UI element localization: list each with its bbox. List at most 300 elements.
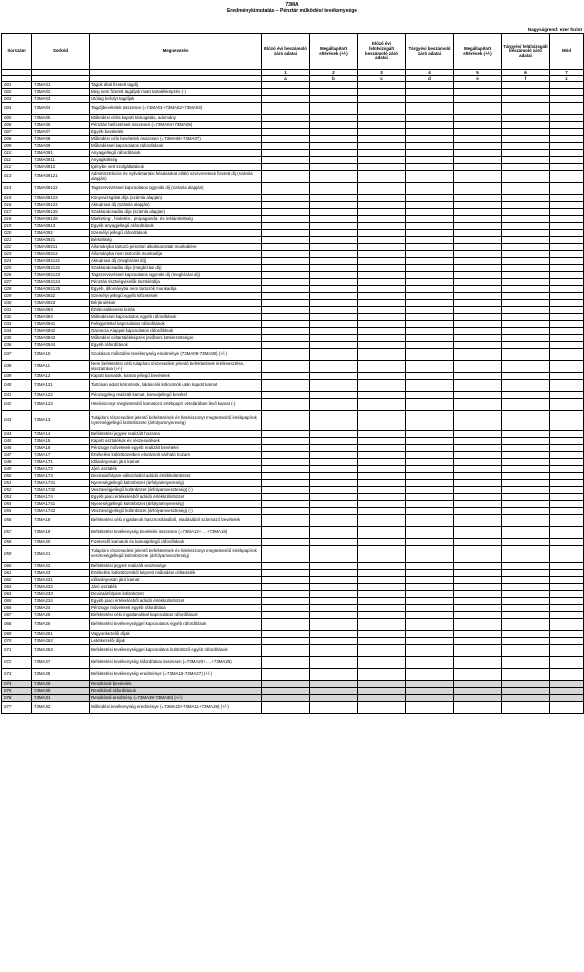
value-cell[interactable] xyxy=(502,584,550,591)
value-cell[interactable] xyxy=(310,115,358,122)
value-cell[interactable] xyxy=(310,136,358,143)
value-cell[interactable] xyxy=(502,349,550,361)
value-cell[interactable] xyxy=(502,164,550,171)
value-cell[interactable] xyxy=(406,591,454,598)
value-cell[interactable] xyxy=(310,527,358,539)
value-cell[interactable] xyxy=(262,645,310,657)
value-cell[interactable] xyxy=(406,96,454,103)
value-cell[interactable] xyxy=(262,251,310,258)
value-cell[interactable] xyxy=(358,230,406,237)
value-cell[interactable] xyxy=(310,129,358,136)
value-cell[interactable] xyxy=(406,466,454,473)
value-cell[interactable] xyxy=(454,577,502,584)
value-cell[interactable] xyxy=(358,480,406,487)
value-cell[interactable] xyxy=(310,230,358,237)
value-cell[interactable] xyxy=(454,349,502,361)
value-cell[interactable] xyxy=(454,546,502,563)
value-cell[interactable] xyxy=(262,373,310,380)
value-cell[interactable] xyxy=(502,527,550,539)
value-cell[interactable] xyxy=(454,605,502,612)
value-cell[interactable] xyxy=(262,103,310,115)
value-cell[interactable] xyxy=(406,265,454,272)
value-cell[interactable] xyxy=(310,122,358,129)
value-cell[interactable] xyxy=(310,657,358,669)
value-cell[interactable] xyxy=(406,258,454,265)
value-cell[interactable] xyxy=(406,157,454,164)
value-cell[interactable] xyxy=(358,209,406,216)
value-cell[interactable] xyxy=(310,431,358,438)
value-cell[interactable] xyxy=(262,150,310,157)
value-cell[interactable] xyxy=(406,480,454,487)
value-cell[interactable] xyxy=(310,349,358,361)
value-cell[interactable] xyxy=(406,328,454,335)
value-cell[interactable] xyxy=(550,373,584,380)
value-cell[interactable] xyxy=(262,314,310,321)
value-cell[interactable] xyxy=(310,279,358,286)
value-cell[interactable] xyxy=(406,688,454,695)
value-cell[interactable] xyxy=(502,157,550,164)
value-cell[interactable] xyxy=(406,438,454,445)
value-cell[interactable] xyxy=(550,702,584,714)
value-cell[interactable] xyxy=(502,230,550,237)
value-cell[interactable] xyxy=(550,411,584,431)
value-cell[interactable] xyxy=(262,307,310,314)
value-cell[interactable] xyxy=(502,702,550,714)
value-cell[interactable] xyxy=(502,501,550,508)
value-cell[interactable] xyxy=(454,494,502,501)
value-cell[interactable] xyxy=(502,279,550,286)
value-cell[interactable] xyxy=(262,501,310,508)
value-cell[interactable] xyxy=(454,251,502,258)
value-cell[interactable] xyxy=(262,570,310,577)
value-cell[interactable] xyxy=(358,494,406,501)
value-cell[interactable] xyxy=(262,591,310,598)
value-cell[interactable] xyxy=(406,293,454,300)
value-cell[interactable] xyxy=(502,515,550,527)
value-cell[interactable] xyxy=(550,216,584,223)
value-cell[interactable] xyxy=(406,115,454,122)
value-cell[interactable] xyxy=(310,82,358,89)
value-cell[interactable] xyxy=(310,223,358,230)
value-cell[interactable] xyxy=(502,115,550,122)
value-cell[interactable] xyxy=(262,265,310,272)
value-cell[interactable] xyxy=(502,473,550,480)
value-cell[interactable] xyxy=(262,619,310,631)
value-cell[interactable] xyxy=(550,237,584,244)
value-cell[interactable] xyxy=(262,577,310,584)
value-cell[interactable] xyxy=(502,342,550,349)
value-cell[interactable] xyxy=(310,150,358,157)
value-cell[interactable] xyxy=(358,445,406,452)
value-cell[interactable] xyxy=(454,293,502,300)
value-cell[interactable] xyxy=(406,631,454,638)
value-cell[interactable] xyxy=(454,466,502,473)
value-cell[interactable] xyxy=(502,122,550,129)
value-cell[interactable] xyxy=(310,612,358,619)
value-cell[interactable] xyxy=(406,577,454,584)
value-cell[interactable] xyxy=(358,570,406,577)
value-cell[interactable] xyxy=(358,216,406,223)
value-cell[interactable] xyxy=(406,244,454,251)
value-cell[interactable] xyxy=(358,300,406,307)
value-cell[interactable] xyxy=(358,286,406,293)
value-cell[interactable] xyxy=(310,300,358,307)
value-cell[interactable] xyxy=(550,183,584,195)
value-cell[interactable] xyxy=(358,361,406,373)
value-cell[interactable] xyxy=(550,494,584,501)
value-cell[interactable] xyxy=(310,237,358,244)
value-cell[interactable] xyxy=(358,150,406,157)
value-cell[interactable] xyxy=(454,171,502,183)
value-cell[interactable] xyxy=(454,373,502,380)
value-cell[interactable] xyxy=(406,103,454,115)
value-cell[interactable] xyxy=(502,272,550,279)
value-cell[interactable] xyxy=(262,605,310,612)
value-cell[interactable] xyxy=(310,328,358,335)
value-cell[interactable] xyxy=(358,473,406,480)
value-cell[interactable] xyxy=(406,349,454,361)
value-cell[interactable] xyxy=(550,122,584,129)
value-cell[interactable] xyxy=(454,183,502,195)
value-cell[interactable] xyxy=(550,202,584,209)
value-cell[interactable] xyxy=(406,380,454,392)
value-cell[interactable] xyxy=(406,657,454,669)
value-cell[interactable] xyxy=(502,487,550,494)
value-cell[interactable] xyxy=(406,527,454,539)
value-cell[interactable] xyxy=(454,265,502,272)
value-cell[interactable] xyxy=(502,480,550,487)
value-cell[interactable] xyxy=(262,515,310,527)
value-cell[interactable] xyxy=(454,631,502,638)
value-cell[interactable] xyxy=(502,494,550,501)
value-cell[interactable] xyxy=(454,645,502,657)
value-cell[interactable] xyxy=(550,695,584,702)
value-cell[interactable] xyxy=(358,115,406,122)
value-cell[interactable] xyxy=(454,702,502,714)
value-cell[interactable] xyxy=(550,688,584,695)
value-cell[interactable] xyxy=(406,494,454,501)
value-cell[interactable] xyxy=(358,598,406,605)
value-cell[interactable] xyxy=(406,605,454,612)
value-cell[interactable] xyxy=(502,237,550,244)
value-cell[interactable] xyxy=(502,136,550,143)
value-cell[interactable] xyxy=(310,399,358,411)
value-cell[interactable] xyxy=(310,515,358,527)
value-cell[interactable] xyxy=(310,171,358,183)
value-cell[interactable] xyxy=(502,508,550,515)
value-cell[interactable] xyxy=(550,539,584,546)
value-cell[interactable] xyxy=(262,380,310,392)
value-cell[interactable] xyxy=(262,216,310,223)
value-cell[interactable] xyxy=(550,349,584,361)
value-cell[interactable] xyxy=(550,584,584,591)
value-cell[interactable] xyxy=(550,508,584,515)
value-cell[interactable] xyxy=(358,171,406,183)
value-cell[interactable] xyxy=(550,527,584,539)
value-cell[interactable] xyxy=(550,251,584,258)
value-cell[interactable] xyxy=(550,657,584,669)
value-cell[interactable] xyxy=(310,669,358,681)
value-cell[interactable] xyxy=(310,380,358,392)
value-cell[interactable] xyxy=(358,279,406,286)
value-cell[interactable] xyxy=(406,539,454,546)
value-cell[interactable] xyxy=(550,223,584,230)
value-cell[interactable] xyxy=(358,342,406,349)
value-cell[interactable] xyxy=(454,638,502,645)
value-cell[interactable] xyxy=(358,605,406,612)
value-cell[interactable] xyxy=(454,129,502,136)
value-cell[interactable] xyxy=(310,392,358,399)
value-cell[interactable] xyxy=(550,431,584,438)
value-cell[interactable] xyxy=(262,563,310,570)
value-cell[interactable] xyxy=(454,570,502,577)
value-cell[interactable] xyxy=(502,150,550,157)
value-cell[interactable] xyxy=(550,361,584,373)
value-cell[interactable] xyxy=(358,645,406,657)
value-cell[interactable] xyxy=(262,335,310,342)
value-cell[interactable] xyxy=(262,321,310,328)
value-cell[interactable] xyxy=(550,209,584,216)
value-cell[interactable] xyxy=(550,459,584,466)
value-cell[interactable] xyxy=(454,438,502,445)
value-cell[interactable] xyxy=(454,286,502,293)
value-cell[interactable] xyxy=(406,584,454,591)
value-cell[interactable] xyxy=(406,171,454,183)
value-cell[interactable] xyxy=(310,487,358,494)
value-cell[interactable] xyxy=(310,466,358,473)
value-cell[interactable] xyxy=(262,638,310,645)
value-cell[interactable] xyxy=(310,494,358,501)
value-cell[interactable] xyxy=(550,195,584,202)
value-cell[interactable] xyxy=(550,328,584,335)
value-cell[interactable] xyxy=(262,272,310,279)
value-cell[interactable] xyxy=(454,122,502,129)
value-cell[interactable] xyxy=(406,452,454,459)
value-cell[interactable] xyxy=(262,237,310,244)
value-cell[interactable] xyxy=(454,150,502,157)
value-cell[interactable] xyxy=(454,657,502,669)
value-cell[interactable] xyxy=(358,501,406,508)
value-cell[interactable] xyxy=(358,591,406,598)
value-cell[interactable] xyxy=(262,494,310,501)
value-cell[interactable] xyxy=(358,103,406,115)
value-cell[interactable] xyxy=(406,638,454,645)
value-cell[interactable] xyxy=(358,546,406,563)
value-cell[interactable] xyxy=(358,508,406,515)
value-cell[interactable] xyxy=(550,681,584,688)
value-cell[interactable] xyxy=(406,501,454,508)
value-cell[interactable] xyxy=(454,202,502,209)
value-cell[interactable] xyxy=(502,411,550,431)
value-cell[interactable] xyxy=(358,272,406,279)
value-cell[interactable] xyxy=(502,399,550,411)
value-cell[interactable] xyxy=(262,438,310,445)
value-cell[interactable] xyxy=(550,631,584,638)
value-cell[interactable] xyxy=(454,380,502,392)
value-cell[interactable] xyxy=(310,143,358,150)
value-cell[interactable] xyxy=(310,258,358,265)
value-cell[interactable] xyxy=(550,645,584,657)
value-cell[interactable] xyxy=(454,431,502,438)
value-cell[interactable] xyxy=(406,150,454,157)
value-cell[interactable] xyxy=(358,619,406,631)
value-cell[interactable] xyxy=(550,82,584,89)
value-cell[interactable] xyxy=(262,361,310,373)
value-cell[interactable] xyxy=(550,272,584,279)
value-cell[interactable] xyxy=(502,669,550,681)
value-cell[interactable] xyxy=(262,82,310,89)
value-cell[interactable] xyxy=(550,244,584,251)
value-cell[interactable] xyxy=(454,216,502,223)
value-cell[interactable] xyxy=(454,515,502,527)
value-cell[interactable] xyxy=(502,638,550,645)
value-cell[interactable] xyxy=(310,570,358,577)
value-cell[interactable] xyxy=(358,202,406,209)
value-cell[interactable] xyxy=(550,605,584,612)
value-cell[interactable] xyxy=(502,392,550,399)
value-cell[interactable] xyxy=(310,480,358,487)
value-cell[interactable] xyxy=(550,466,584,473)
value-cell[interactable] xyxy=(454,258,502,265)
value-cell[interactable] xyxy=(454,361,502,373)
value-cell[interactable] xyxy=(502,361,550,373)
value-cell[interactable] xyxy=(454,508,502,515)
value-cell[interactable] xyxy=(502,314,550,321)
value-cell[interactable] xyxy=(406,272,454,279)
value-cell[interactable] xyxy=(454,136,502,143)
value-cell[interactable] xyxy=(550,279,584,286)
value-cell[interactable] xyxy=(550,399,584,411)
value-cell[interactable] xyxy=(358,82,406,89)
value-cell[interactable] xyxy=(550,445,584,452)
value-cell[interactable] xyxy=(550,143,584,150)
value-cell[interactable] xyxy=(550,577,584,584)
value-cell[interactable] xyxy=(262,487,310,494)
value-cell[interactable] xyxy=(262,328,310,335)
value-cell[interactable] xyxy=(502,300,550,307)
value-cell[interactable] xyxy=(406,129,454,136)
value-cell[interactable] xyxy=(454,314,502,321)
value-cell[interactable] xyxy=(550,591,584,598)
value-cell[interactable] xyxy=(358,539,406,546)
value-cell[interactable] xyxy=(262,143,310,150)
value-cell[interactable] xyxy=(406,314,454,321)
value-cell[interactable] xyxy=(262,286,310,293)
value-cell[interactable] xyxy=(358,223,406,230)
value-cell[interactable] xyxy=(262,392,310,399)
value-cell[interactable] xyxy=(406,89,454,96)
value-cell[interactable] xyxy=(502,645,550,657)
value-cell[interactable] xyxy=(550,563,584,570)
value-cell[interactable] xyxy=(550,342,584,349)
value-cell[interactable] xyxy=(502,591,550,598)
value-cell[interactable] xyxy=(310,688,358,695)
value-cell[interactable] xyxy=(262,195,310,202)
value-cell[interactable] xyxy=(550,265,584,272)
value-cell[interactable] xyxy=(406,216,454,223)
value-cell[interactable] xyxy=(406,279,454,286)
value-cell[interactable] xyxy=(454,452,502,459)
value-cell[interactable] xyxy=(358,487,406,494)
value-cell[interactable] xyxy=(550,612,584,619)
value-cell[interactable] xyxy=(310,342,358,349)
value-cell[interactable] xyxy=(406,321,454,328)
value-cell[interactable] xyxy=(310,584,358,591)
value-cell[interactable] xyxy=(502,82,550,89)
value-cell[interactable] xyxy=(358,258,406,265)
value-cell[interactable] xyxy=(262,702,310,714)
value-cell[interactable] xyxy=(454,307,502,314)
value-cell[interactable] xyxy=(502,244,550,251)
value-cell[interactable] xyxy=(406,307,454,314)
value-cell[interactable] xyxy=(454,527,502,539)
value-cell[interactable] xyxy=(406,164,454,171)
value-cell[interactable] xyxy=(454,342,502,349)
value-cell[interactable] xyxy=(502,96,550,103)
value-cell[interactable] xyxy=(310,645,358,657)
value-cell[interactable] xyxy=(454,681,502,688)
value-cell[interactable] xyxy=(550,300,584,307)
value-cell[interactable] xyxy=(406,681,454,688)
value-cell[interactable] xyxy=(262,293,310,300)
value-cell[interactable] xyxy=(358,657,406,669)
value-cell[interactable] xyxy=(502,129,550,136)
value-cell[interactable] xyxy=(310,183,358,195)
value-cell[interactable] xyxy=(550,258,584,265)
value-cell[interactable] xyxy=(454,598,502,605)
value-cell[interactable] xyxy=(310,209,358,216)
value-cell[interactable] xyxy=(358,459,406,466)
value-cell[interactable] xyxy=(502,258,550,265)
value-cell[interactable] xyxy=(550,452,584,459)
value-cell[interactable] xyxy=(550,129,584,136)
value-cell[interactable] xyxy=(502,438,550,445)
value-cell[interactable] xyxy=(262,466,310,473)
value-cell[interactable] xyxy=(454,103,502,115)
value-cell[interactable] xyxy=(502,380,550,392)
value-cell[interactable] xyxy=(358,669,406,681)
value-cell[interactable] xyxy=(502,293,550,300)
value-cell[interactable] xyxy=(550,164,584,171)
value-cell[interactable] xyxy=(406,223,454,230)
value-cell[interactable] xyxy=(406,645,454,657)
value-cell[interactable] xyxy=(262,279,310,286)
value-cell[interactable] xyxy=(358,307,406,314)
value-cell[interactable] xyxy=(550,314,584,321)
value-cell[interactable] xyxy=(502,657,550,669)
value-cell[interactable] xyxy=(406,300,454,307)
value-cell[interactable] xyxy=(358,638,406,645)
value-cell[interactable] xyxy=(406,82,454,89)
value-cell[interactable] xyxy=(358,392,406,399)
value-cell[interactable] xyxy=(454,157,502,164)
value-cell[interactable] xyxy=(454,612,502,619)
value-cell[interactable] xyxy=(550,480,584,487)
value-cell[interactable] xyxy=(550,171,584,183)
value-cell[interactable] xyxy=(406,445,454,452)
value-cell[interactable] xyxy=(358,695,406,702)
value-cell[interactable] xyxy=(262,546,310,563)
value-cell[interactable] xyxy=(454,539,502,546)
value-cell[interactable] xyxy=(550,89,584,96)
value-cell[interactable] xyxy=(358,89,406,96)
value-cell[interactable] xyxy=(406,251,454,258)
value-cell[interactable] xyxy=(262,157,310,164)
value-cell[interactable] xyxy=(502,431,550,438)
value-cell[interactable] xyxy=(310,577,358,584)
value-cell[interactable] xyxy=(310,438,358,445)
value-cell[interactable] xyxy=(310,445,358,452)
